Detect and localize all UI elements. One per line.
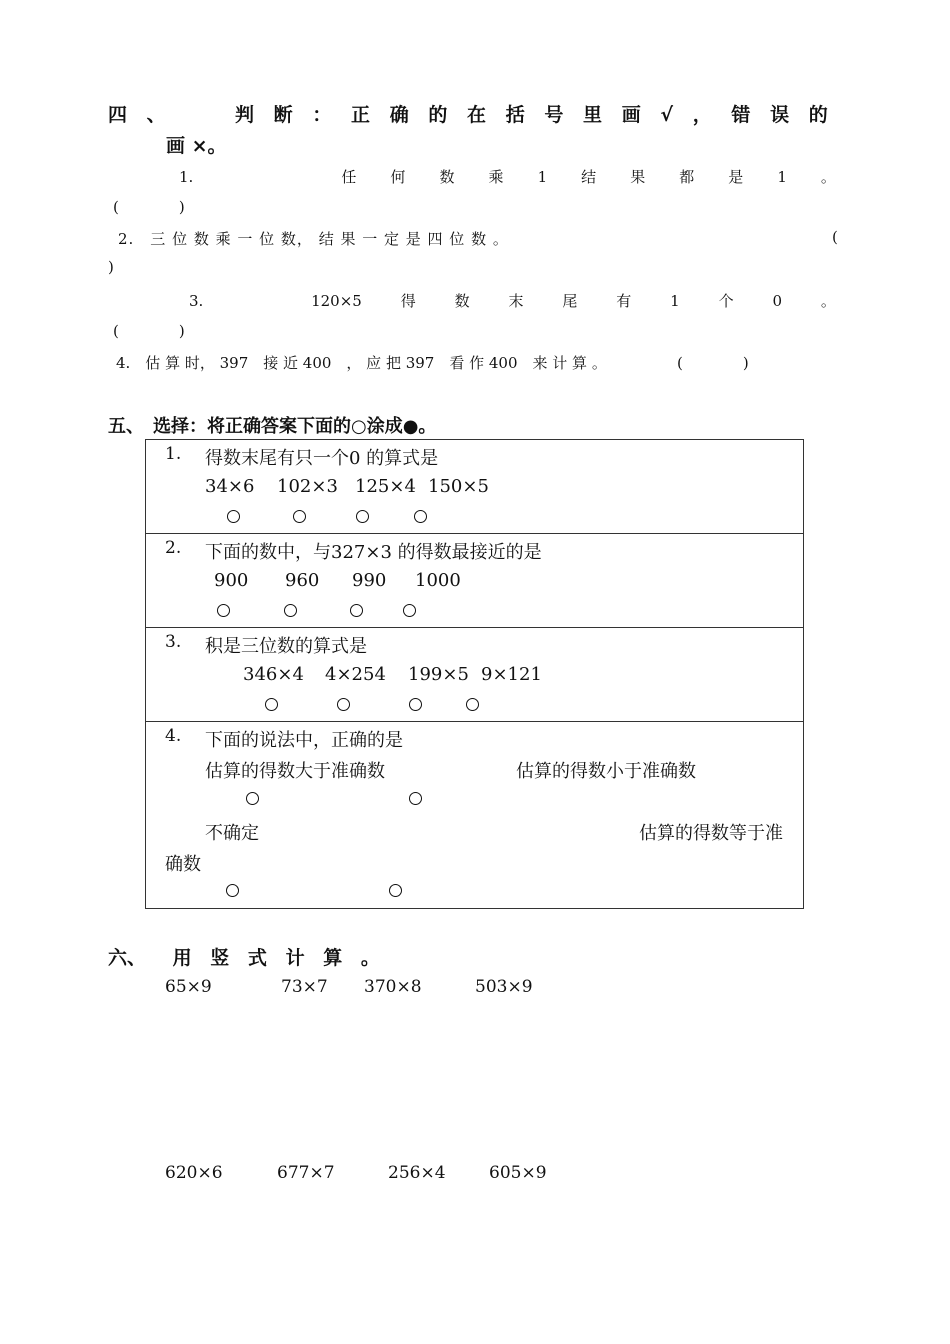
answer-circle[interactable] <box>414 510 427 523</box>
answer-circle[interactable] <box>217 604 230 617</box>
calc-problem: 677×7 <box>277 1163 335 1183</box>
heading-char: 正 <box>351 104 371 126</box>
choice-option-c: 不确定 <box>205 823 259 844</box>
choice-question-text: 下面的数中，与327×3 的得数最接近的是 <box>205 542 542 563</box>
heading-char: 在 <box>467 104 487 126</box>
choice-question-4-box <box>145 721 804 909</box>
choice-option: 34×6 <box>205 476 255 497</box>
choice-option-b: 估算的得数小于准确数 <box>516 761 696 782</box>
question-char: 何 <box>390 168 406 186</box>
question-char: 尾 <box>562 292 578 310</box>
answer-paren-close-2[interactable]: ) <box>108 258 114 276</box>
calc-problem: 256×4 <box>388 1163 446 1183</box>
answer-circle[interactable] <box>409 792 422 805</box>
section4-heading-line2: 画 ×。 <box>166 135 227 157</box>
question-char: 1 <box>777 168 787 186</box>
question-char: 都 <box>679 168 695 186</box>
question-char: 。 <box>820 292 836 310</box>
heading-char: 确 <box>389 104 409 126</box>
heading-char: 断 <box>273 104 293 126</box>
question-char: 120×5 <box>311 292 362 310</box>
heading-char: 号 <box>544 104 564 126</box>
answer-paren-open-2[interactable]: ( <box>832 228 838 246</box>
choice-question-text: 积是三位数的算式是 <box>205 636 367 657</box>
question-char: 得 <box>400 292 416 310</box>
heading-char: 的 <box>808 104 828 126</box>
question-char: 个 <box>718 292 734 310</box>
choice-option: 150×5 <box>428 476 489 497</box>
heading-char: 式 <box>247 947 267 969</box>
question-number: 1. <box>179 168 194 186</box>
choice-option: 1000 <box>415 570 461 591</box>
question-char: 乘 <box>488 168 504 186</box>
question-char: 结 <box>581 168 597 186</box>
choice-option-d-wrap: 确数 <box>165 854 201 875</box>
question-char: 。 <box>820 168 836 186</box>
choice-question-2-box <box>145 533 804 628</box>
choice-option: 990 <box>352 570 387 591</box>
question-char: 任 <box>341 168 357 186</box>
question-char: 数 <box>439 168 455 186</box>
heading-char: 括 <box>505 104 525 126</box>
answer-circle[interactable] <box>246 792 259 805</box>
heading-char: 。 <box>360 947 380 969</box>
answer-circle[interactable] <box>227 510 240 523</box>
choice-question-1-box <box>145 439 804 534</box>
calc-problem: 370×8 <box>364 977 422 997</box>
answer-circle[interactable] <box>403 604 416 617</box>
answer-circle[interactable] <box>284 604 297 617</box>
question-char: 果 <box>630 168 646 186</box>
question-char: 数 <box>454 292 470 310</box>
heading-char: 里 <box>583 104 603 126</box>
heading-char: 判 <box>235 104 255 126</box>
choice-option: 102×3 <box>277 476 338 497</box>
answer-circle[interactable] <box>226 884 239 897</box>
heading-char: ， <box>692 104 712 126</box>
calc-problem: 605×9 <box>489 1163 547 1183</box>
heading-char: 六、 <box>108 947 147 969</box>
choice-option: 199×5 <box>408 664 469 685</box>
calc-problem: 503×9 <box>475 977 533 997</box>
choice-option: 125×4 <box>355 476 416 497</box>
calc-problem: 73×7 <box>281 977 328 997</box>
answer-paren-3[interactable]: ( ) <box>113 322 185 340</box>
heading-char: 、 <box>146 104 166 126</box>
heading-char: ： <box>312 104 332 126</box>
choice-option: 9×121 <box>481 664 542 685</box>
section5-heading: 五、 选择：将正确答案下面的○涂成●。 <box>108 416 437 437</box>
answer-circle[interactable] <box>356 510 369 523</box>
heading-char: 的 <box>428 104 448 126</box>
answer-paren-1[interactable]: ( ) <box>113 198 185 216</box>
answer-circle[interactable] <box>265 698 278 711</box>
section4-heading <box>108 100 828 127</box>
question-char: 1 <box>670 292 680 310</box>
answer-circle[interactable] <box>409 698 422 711</box>
question-number: 3. <box>189 292 204 310</box>
question-char: 有 <box>616 292 632 310</box>
question-char: 0 <box>772 292 782 310</box>
heading-char: 算 <box>323 947 343 969</box>
choice-question-text: 下面的说法中，正确的是 <box>205 730 403 751</box>
judge-question-4: 4. 估 算 时， 397 接 近 400 ， 应 把 397 看 作 400 来 计 算 。 <box>116 354 607 372</box>
answer-circle[interactable] <box>466 698 479 711</box>
heading-char: 画 <box>621 104 641 126</box>
choice-option: 346×4 <box>243 664 304 685</box>
answer-circle[interactable] <box>350 604 363 617</box>
judge-question-2: 2. 三 位 数 乘 一 位 数， 结 果 一 定 是 四 位 数 。 <box>118 230 509 248</box>
calc-problem: 620×6 <box>165 1163 223 1183</box>
heading-char: 误 <box>770 104 790 126</box>
judge-question-3 <box>189 290 836 311</box>
choice-number: 3. <box>165 632 182 652</box>
choice-question-text: 得数末尾有只一个0 的算式是 <box>205 448 439 469</box>
answer-circle[interactable] <box>293 510 306 523</box>
answer-circle[interactable] <box>389 884 402 897</box>
heading-char: √ <box>660 104 674 126</box>
choice-question-3-box <box>145 627 804 722</box>
question-char: 是 <box>728 168 744 186</box>
section6-heading <box>108 943 380 970</box>
choice-option: 960 <box>285 570 320 591</box>
heading-char: 计 <box>285 947 305 969</box>
question-char: 末 <box>508 292 524 310</box>
calc-problem: 65×9 <box>165 977 212 997</box>
choice-number: 1. <box>165 444 182 464</box>
answer-paren-4[interactable]: ( ) <box>677 354 749 372</box>
choice-number: 2. <box>165 538 182 558</box>
choice-option-a: 估算的得数大于准确数 <box>205 761 385 782</box>
choice-option: 4×254 <box>325 664 386 685</box>
answer-circle[interactable] <box>337 698 350 711</box>
choice-option-d: 估算的得数等于准 <box>639 823 783 844</box>
choice-number: 4. <box>165 726 182 746</box>
question-char: 1 <box>537 168 548 186</box>
heading-char: 竖 <box>210 947 230 969</box>
heading-char: 四 <box>108 104 128 126</box>
heading-char: 错 <box>731 104 751 126</box>
heading-char: 用 <box>172 947 192 969</box>
choice-option: 900 <box>214 570 249 591</box>
judge-question-1 <box>179 166 836 187</box>
